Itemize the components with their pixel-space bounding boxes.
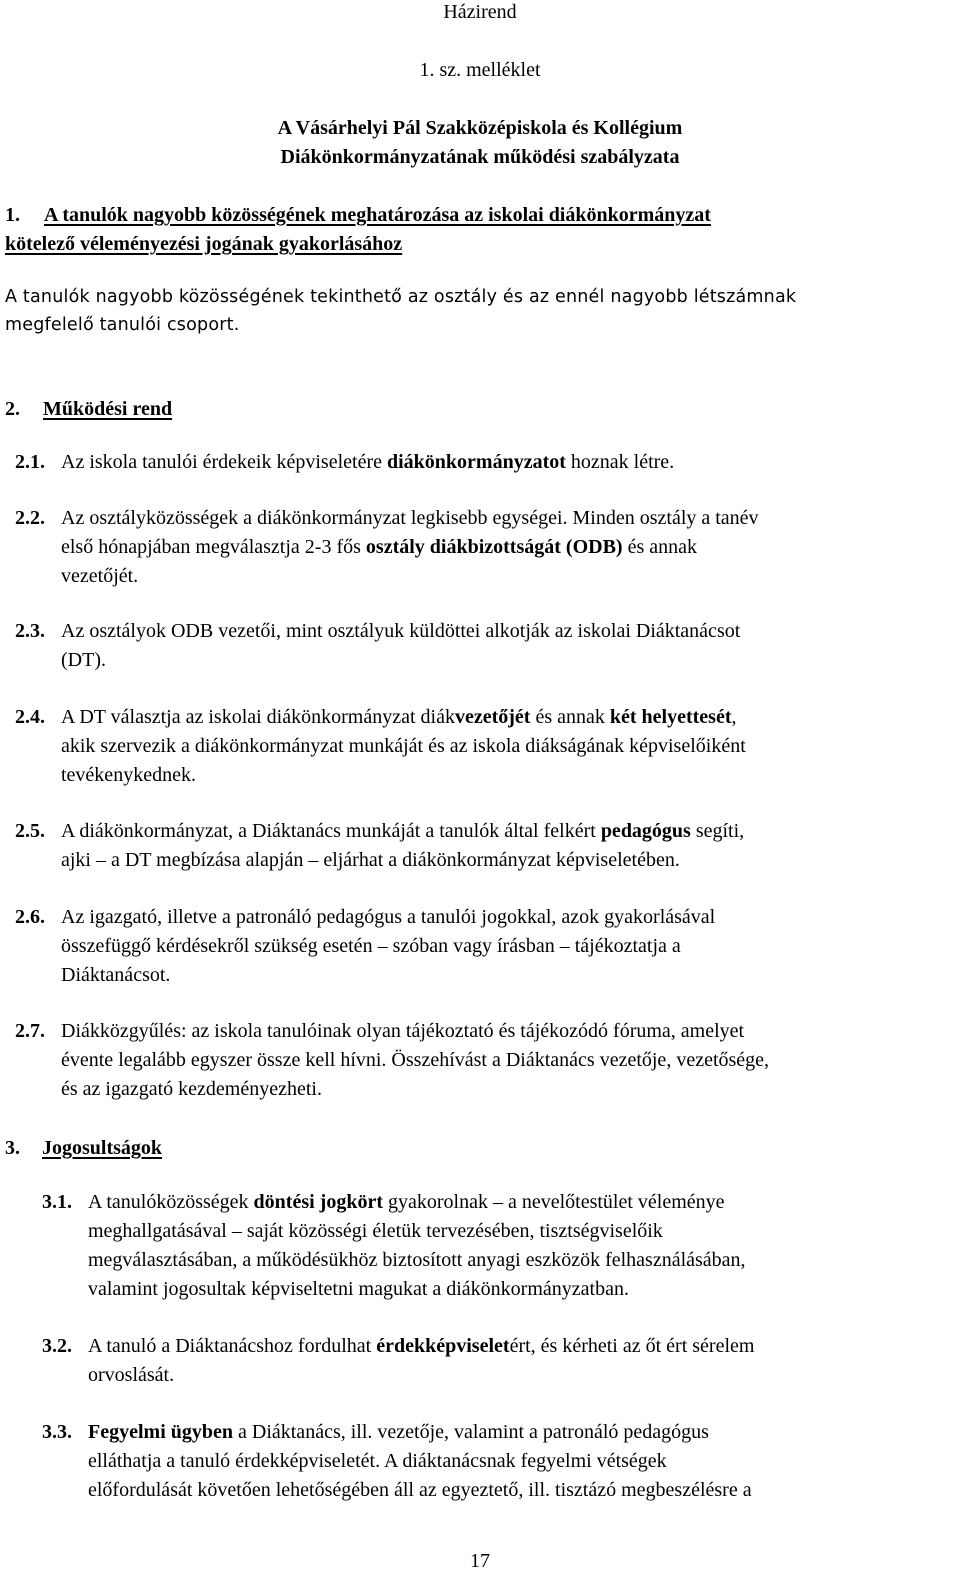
item-2-1-number: 2.1. <box>15 451 45 473</box>
item-2-7-line1: Diákközgyűlés: az iskola tanulóinak olyan tájékoztató és tájékozódó fóruma, amelyet <box>61 1020 745 1042</box>
document-title: Házirend <box>443 1 517 23</box>
item-2-2-line3: vezetőjét. <box>61 565 139 587</box>
item-3-3-line3: előfordulását követően lehetőségében áll az egyeztető, ill. tisztázó megbeszélésre a <box>88 1479 752 1501</box>
section-1-number: 1. <box>5 204 20 226</box>
item-3-1-line2: meghallgatásával – saját közösségi életük tervezésében, tisztségviselőik <box>88 1220 663 1242</box>
page-number: 17 <box>470 1550 490 1572</box>
section-1-body-line1: A tanulók nagyobb közösségének tekinthető az osztály és az ennél nagyobb létszámnak <box>5 287 797 307</box>
item-2-6-line2: összefüggő kérdésekről szükség esetén – szóban vagy írásban – tájékoztatja a <box>61 935 681 957</box>
item-2-5-line2: ajki – a DT megbízása alapján – eljárhat a diákönkormányzat képviseletében. <box>61 849 680 871</box>
item-3-3-line2: elláthatja a tanuló érdekképviseletét. A diáktanácsnak fegyelmi vétségek <box>88 1450 667 1472</box>
item-2-5-number: 2.5. <box>15 820 45 842</box>
regulation-title: Diákönkormányzatának működési szabályzata <box>280 146 680 168</box>
section-3-title: Jogosultságok <box>42 1137 163 1159</box>
item-2-7-line2: évente legalább egyszer össze kell hívni. Összehívást a Diáktanács vezetője, vezetősége, <box>61 1049 770 1071</box>
item-3-1-line4: valamint jogosultak képviseltetni magukat a diákönkormányzatban. <box>88 1278 629 1300</box>
item-3-1-line1: A tanulóközösségek döntési jogkört gyakorolnak – a nevelőtestület véleménye <box>88 1191 725 1213</box>
item-3-3-line1: Fegyelmi ügyben a Diáktanács, ill. vezetője, valamint a patronáló pedagógus <box>88 1421 709 1443</box>
item-2-3-line1: Az osztályok ODB vezetői, mint osztályuk küldöttei alkotják az iskolai Diáktanácsot <box>61 620 741 642</box>
item-3-1-line3: megválasztásában, a működésükhöz biztosított anyagi eszközök felhasználásában, <box>88 1249 746 1271</box>
item-2-7-line3: és az igazgató kezdeményezheti. <box>61 1078 322 1100</box>
item-3-2-line1: A tanuló a Diáktanácshoz fordulhat érdekképviseletért, és kérheti az őt ért sérelem <box>88 1335 755 1357</box>
item-2-4-line3: tevékenykednek. <box>61 764 196 786</box>
item-2-6-line1: Az igazgató, illetve a patronáló pedagógus a tanulói jogokkal, azok gyakorlásával <box>61 906 716 928</box>
item-2-4-line2: akik szervezik a diákönkormányzat munkáját és az iskola diákságának képviselőiként <box>61 735 746 757</box>
item-2-2-line2: első hónapjában megválasztja 2-3 fős osztály diákbizottságát (ODB) és annak <box>61 536 697 558</box>
item-2-6-number: 2.6. <box>15 906 45 928</box>
section-1-body-line2: megfelelő tanulói csoport. <box>5 315 240 335</box>
section-2-title: Működési rend <box>43 398 173 420</box>
item-3-3-number: 3.3. <box>42 1421 72 1443</box>
item-3-2-line2: orvoslását. <box>88 1364 175 1386</box>
item-3-1-number: 3.1. <box>42 1191 72 1213</box>
school-name: A Vásárhelyi Pál Szakközépiskola és Kollégium <box>277 117 683 139</box>
item-2-2-line1: Az osztályközösségek a diákönkormányzat legkisebb egységei. Minden osztály a tanév <box>61 507 759 529</box>
item-2-4-number: 2.4. <box>15 706 45 728</box>
item-2-3-line2: (DT). <box>61 649 106 671</box>
item-2-4-line1: A DT választja az iskolai diákönkormányzat diákvezetőjét és annak két helyettesét, <box>61 706 737 728</box>
item-2-7-number: 2.7. <box>15 1020 45 1042</box>
section-1-title-line2: kötelező véleményezési jogának gyakorlásához <box>5 233 403 255</box>
section-2-number: 2. <box>5 398 20 420</box>
item-2-1-text: Az iskola tanulói érdekeik képviseletére diákönkormányzatot hoznak létre. <box>61 451 675 473</box>
item-2-6-line3: Diáktanácsot. <box>61 964 171 986</box>
section-1-title-line1: A tanulók nagyobb közösségének meghatározása az iskolai diákönkormányzat <box>44 204 711 226</box>
item-2-3-number: 2.3. <box>15 620 45 642</box>
annex-label: 1. sz. melléklet <box>419 59 541 81</box>
item-2-2-number: 2.2. <box>15 507 45 529</box>
section-3-number: 3. <box>5 1137 20 1159</box>
item-2-5-line1: A diákönkormányzat, a Diáktanács munkáját a tanulók által felkért pedagógus segíti, <box>61 820 745 842</box>
item-3-2-number: 3.2. <box>42 1335 72 1357</box>
